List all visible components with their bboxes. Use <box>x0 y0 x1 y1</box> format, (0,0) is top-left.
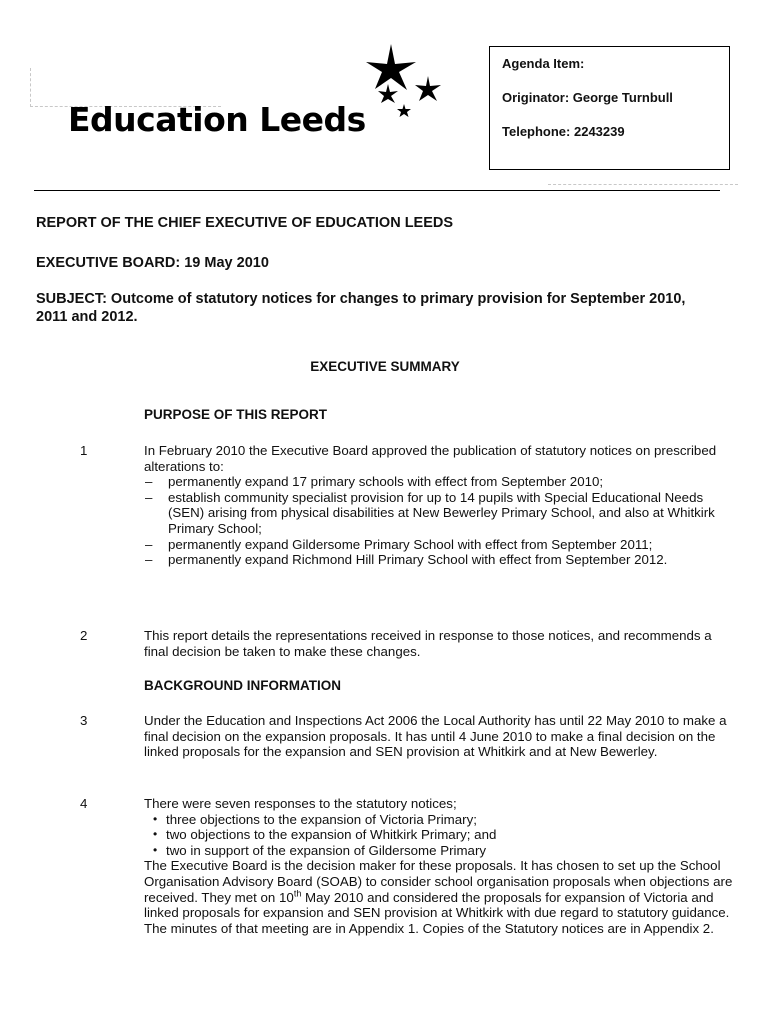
info-box <box>489 46 730 170</box>
background-heading: BACKGROUND INFORMATION <box>144 678 341 693</box>
paragraph-4-text-a: The Executive Board is the decision maker for these proposals. It has chosen to set up the School Organisation Advisory Board (SOAB) to consider school organisation proposals when objections are received. They met on 10 <box>144 858 733 905</box>
star-tiny-icon <box>397 104 411 117</box>
paragraph-4-body <box>144 858 734 936</box>
list-item: • two in support of the expansion of Gildersome Primary <box>144 843 734 859</box>
paragraph-1-intro: In February 2010 the Executive Board approved the publication of statutory notices on prescribed alterations to: <box>144 443 717 474</box>
purpose-heading: PURPOSE OF THIS REPORT <box>144 407 328 422</box>
list-item: – establish community specialist provision for up to 14 pupils with Special Educational Needs (SEN) arising from physical disabilities at New Bewerley Primary School, and also at Whitkirk Primary School; <box>144 490 734 537</box>
paragraph-1-list <box>144 474 734 568</box>
ordinal-suffix: th <box>293 888 302 899</box>
paragraph-4-list <box>144 812 734 859</box>
originator-label: Originator: George Turnbull <box>502 90 673 105</box>
paragraph-number: 1 <box>80 443 88 458</box>
paragraph-4-text-b: May 2010 and considered the proposals for expansion of Victoria and linked proposals for expansion and SEN provision at Whitkirk with due regard to statutory guidance. The minutes of that meeting are in Appendix 1. Copies of the Statutory notices are in Appendix 2. <box>144 889 730 936</box>
paragraph-1 <box>144 443 734 568</box>
list-item: • two objections to the expansion of Whitkirk Primary; and <box>144 827 734 843</box>
paragraph-4-intro: There were seven responses to the statutory notices; <box>144 796 457 811</box>
paragraph-3: Under the Education and Inspections Act 2006 the Local Authority has until 22 May 2010 to make a final decision on the expansion proposals. It has until 4 June 2010 to make a final decision on the linked proposals for the expansion and SEN provision at Whitkirk and at New Bewerley. <box>144 713 727 760</box>
logo-text: Education Leeds <box>68 100 366 139</box>
list-item: – permanently expand 17 primary schools with effect from September 2010; <box>144 474 734 490</box>
star-medium-icon <box>415 76 441 101</box>
paragraph-number: 4 <box>80 796 88 811</box>
list-item: • three objections to the expansion of Victoria Primary; <box>144 812 734 828</box>
header-divider <box>34 190 720 191</box>
telephone-label: Telephone: 2243239 <box>502 124 625 139</box>
star-small-icon <box>378 84 398 103</box>
subject-heading: SUBJECT: Outcome of statutory notices for changes to primary provision for September 2010, 2011 and 2012. <box>36 291 686 325</box>
scan-artifact <box>548 184 738 185</box>
list-item: – permanently expand Richmond Hill Primary School with effect from September 2012. <box>144 552 734 568</box>
paragraph-number: 3 <box>80 713 88 728</box>
logo-stars-icon <box>360 44 444 122</box>
list-item: – permanently expand Gildersome Primary School with effect from September 2011; <box>144 537 734 553</box>
paragraph-number: 2 <box>80 628 88 643</box>
paragraph-4 <box>144 796 734 936</box>
star-large-icon <box>366 44 416 90</box>
board-heading: EXECUTIVE BOARD: 19 May 2010 <box>36 255 269 271</box>
paragraph-2: This report details the representations received in response to those notices, and recommends a final decision be taken to make these changes. <box>144 628 712 659</box>
executive-summary-heading: EXECUTIVE SUMMARY <box>310 359 460 374</box>
agenda-item-label: Agenda Item: <box>502 56 585 71</box>
report-of-heading: REPORT OF THE CHIEF EXECUTIVE OF EDUCATION LEEDS <box>36 215 454 231</box>
